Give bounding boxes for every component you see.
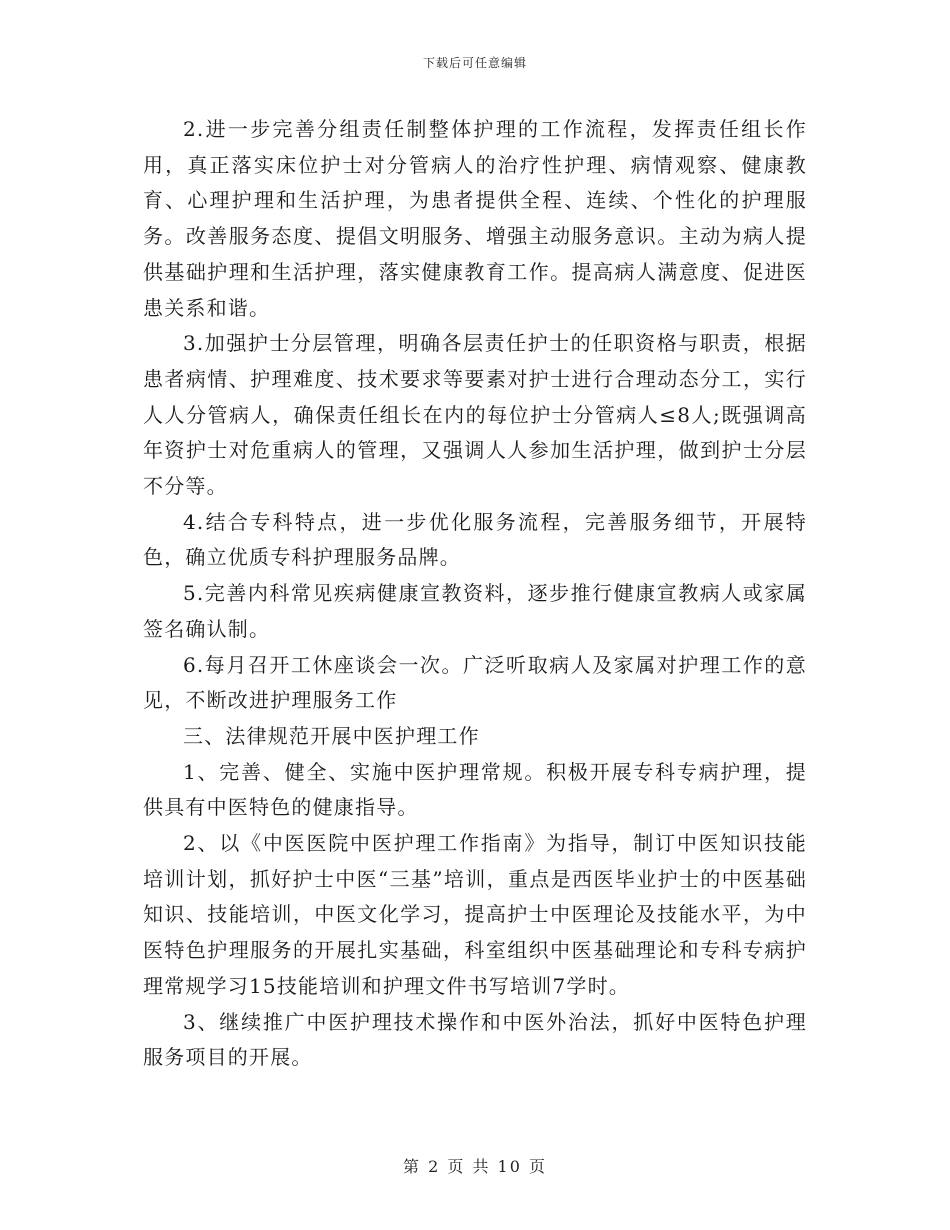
paragraph-item-5: 5.完善内科常见疾病健康宣教资料，逐步推行健康宣教病人或家属签名确认制。 [143, 581, 807, 641]
paragraph-item-2: 2.进一步完善分组责任制整体护理的工作流程，发挥责任组长作用，真正落实床位护士对分管病人的治疗性护理、病情观察、健康教育、心理护理和生活护理，为患者提供全程、连续、个性化的护理服务。改善服务态度、提倡文明服务、增强主动服务意识。主动为病人提供基础护理和生活护理，落实健康教育工作。提高病人满意度、促进医患关系和谐。 [143, 117, 807, 320]
page-header-note: 下载后可任意编辑 [422, 56, 527, 70]
paragraph-section3-item-2: 2、以《中医医院中医护理工作指南》为指导，制订中医知识技能培训计划，抓好护士中医“三基”培训，重点是西医毕业护士的中医基础知识、技能培训，中医文化学习，提高护士中医理论及技能水平，为中医特色护理服务的开展扎实基础，科室组织中医基础理论和专科专病护理常规学习15技能培训和护理文件书写培训7学时。 [143, 831, 807, 998]
paragraph-section3-item-3: 3、继续推广中医护理技术操作和中医外治法，抓好中医特色护理服务项目的开展。 [143, 1009, 807, 1070]
section-heading-3: 三、法律规范开展中医护理工作 [183, 723, 480, 748]
page-footer-number: 第 2 页 共 10 页 [403, 1157, 547, 1176]
paragraph-item-6: 6.每月召开工休座谈会一次。广泛听取病人及家属对护理工作的意见，不断改进护理服务工作 [143, 652, 807, 713]
paragraph-item-3: 3.加强护士分层管理，明确各层责任护士的任职资格与职责，根据患者病情、护理难度、技术要求等要素对护士进行合理动态分工，实行人人分管病人，确保责任组长在内的每位护士分管病人≤8人;既强调高年资护士对危重病人的管理，又强调人人参加生活护理，做到护士分层不分等。 [143, 331, 807, 499]
paragraph-section3-item-1: 1、完善、健全、实施中医护理常规。积极开展专科专病护理，提供具有中医特色的健康指导。 [143, 759, 807, 820]
paragraph-item-4: 4.结合专科特点，进一步优化服务流程，完善服务细节，开展特色，确立优质专科护理服务品牌。 [143, 509, 807, 570]
document-body [143, 112, 807, 1076]
